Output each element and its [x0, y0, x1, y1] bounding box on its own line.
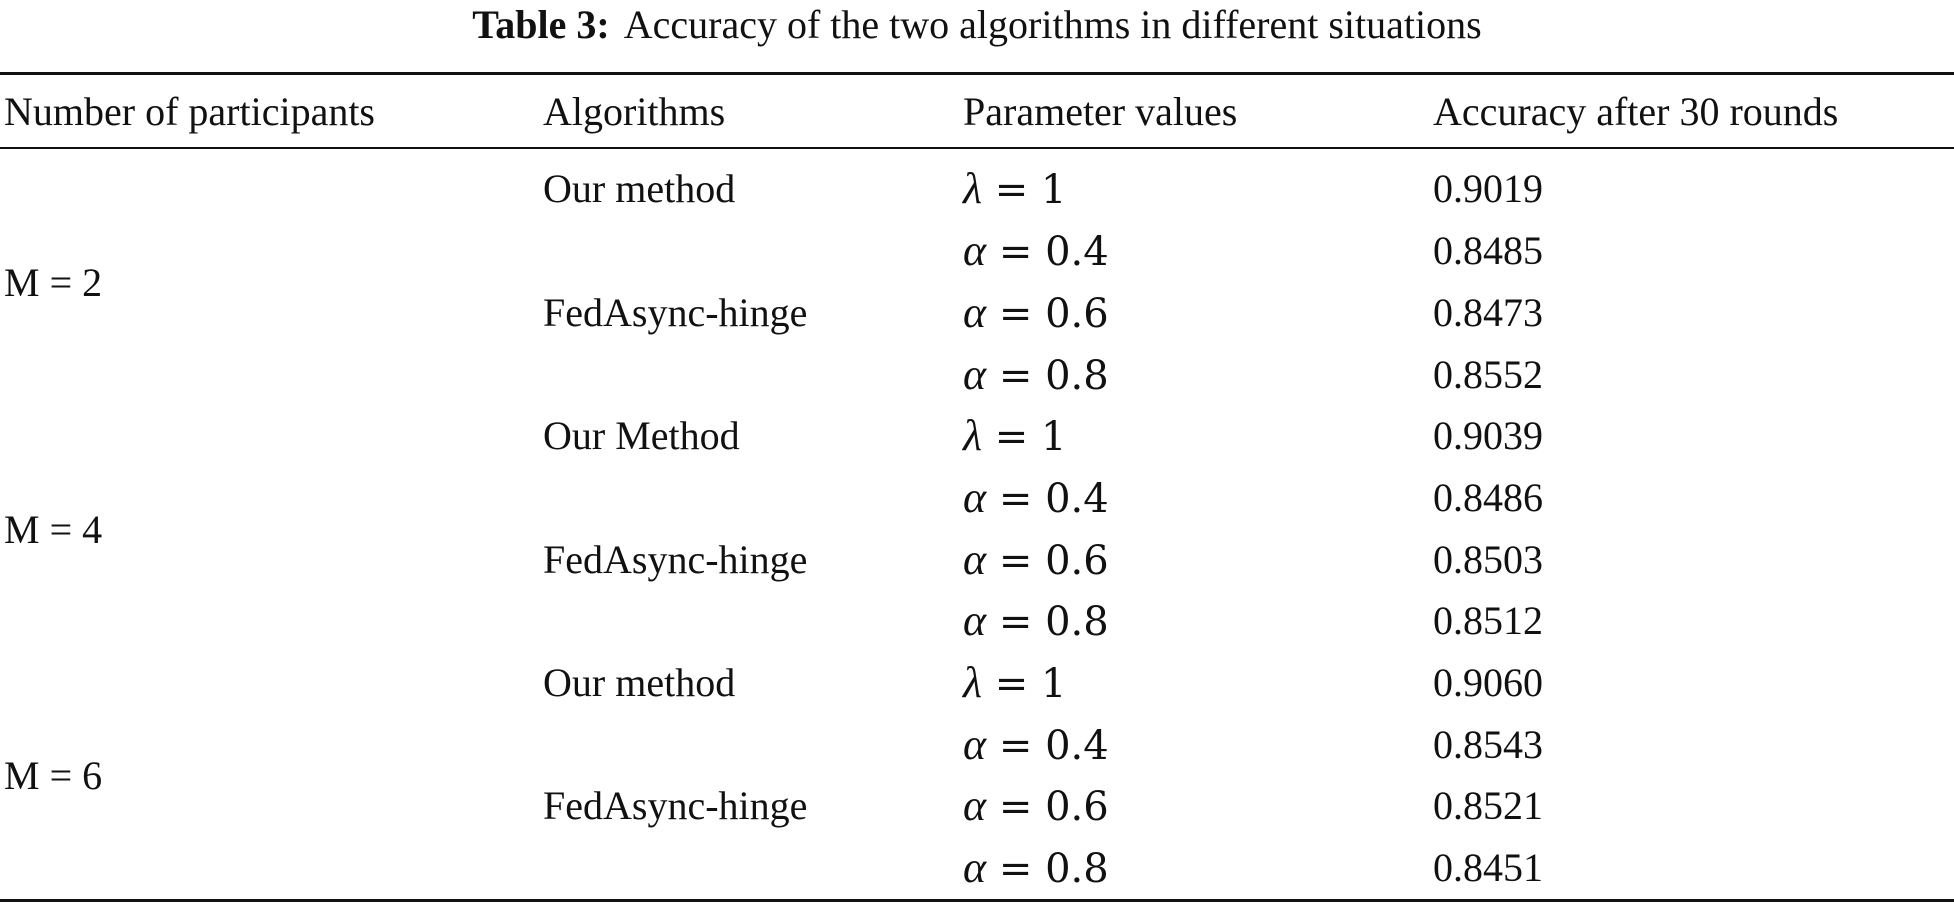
table-caption: [0, 0, 1954, 50]
bottom-rule: [0, 899, 1954, 902]
parameter-cell: α = 0.4: [963, 226, 1109, 275]
header-accuracy: Accuracy after 30 rounds: [1433, 89, 1839, 134]
participants-cell: M = 2: [4, 260, 103, 305]
parameter-value: 1: [1041, 661, 1067, 707]
top-rule: [0, 72, 1954, 75]
parameter-cell: λ = 1: [963, 658, 1067, 707]
parameter-cell: α = 0.6: [963, 288, 1109, 337]
header-participants: Number of participants: [4, 89, 375, 134]
parameter-cell: α = 0.8: [963, 843, 1109, 892]
parameter-cell: α = 0.8: [963, 350, 1109, 399]
accuracy-cell: 0.9060: [1433, 660, 1543, 705]
parameter-symbol: α: [963, 596, 987, 645]
parameter-cell: α = 0.6: [963, 781, 1109, 830]
accuracy-cell: 0.8486: [1433, 475, 1543, 520]
accuracy-cell: 0.8512: [1433, 598, 1543, 643]
participants-cell: M = 6: [4, 753, 103, 798]
parameter-symbol: α: [963, 781, 987, 830]
parameter-symbol: α: [963, 288, 987, 337]
parameter-value: 0.8: [1045, 599, 1109, 645]
parameter-symbol: α: [963, 226, 987, 275]
algorithm-cell: Our Method: [543, 413, 740, 458]
accuracy-cell: 0.9039: [1433, 413, 1543, 458]
algorithm-cell: FedAsync-hinge: [543, 290, 808, 335]
accuracy-cell: 0.8451: [1433, 845, 1543, 890]
parameter-value: 1: [1041, 414, 1067, 460]
parameter-cell: α = 0.4: [963, 473, 1109, 522]
parameter-symbol: α: [963, 473, 987, 522]
accuracy-cell: 0.9019: [1433, 166, 1543, 211]
parameter-symbol: α: [963, 350, 987, 399]
accuracy-cell: 0.8473: [1433, 290, 1543, 335]
parameter-value: 0.8: [1045, 846, 1109, 892]
parameter-value: 0.4: [1045, 723, 1109, 769]
parameter-cell: α = 0.4: [963, 720, 1109, 769]
header-algorithms: Algorithms: [543, 89, 726, 134]
parameter-value: 0.6: [1045, 538, 1109, 584]
accuracy-cell: 0.8552: [1433, 352, 1543, 397]
parameter-symbol: λ: [963, 411, 983, 460]
parameter-symbol: λ: [963, 164, 983, 213]
accuracy-cell: 0.8485: [1433, 228, 1543, 273]
parameter-cell: α = 0.6: [963, 535, 1109, 584]
accuracy-cell: 0.8503: [1433, 537, 1543, 582]
parameter-symbol: α: [963, 720, 987, 769]
parameter-cell: λ = 1: [963, 411, 1067, 460]
parameter-value: 0.4: [1045, 476, 1109, 522]
header-parameters: Parameter values: [963, 89, 1238, 134]
parameter-symbol: λ: [963, 658, 983, 707]
algorithm-cell: Our method: [543, 166, 736, 211]
table-caption-label: Table 3:: [472, 2, 610, 47]
algorithm-cell: FedAsync-hinge: [543, 537, 808, 582]
parameter-value: 0.8: [1045, 353, 1109, 399]
parameter-value: 0.6: [1045, 784, 1109, 830]
parameter-value: 1: [1041, 167, 1067, 213]
parameter-value: 0.4: [1045, 229, 1109, 275]
algorithm-cell: Our method: [543, 660, 736, 705]
participants-cell: M = 4: [4, 507, 103, 552]
parameter-symbol: α: [963, 535, 987, 584]
algorithm-cell: FedAsync-hinge: [543, 783, 808, 828]
header-rule: [0, 147, 1954, 149]
parameter-value: 0.6: [1045, 291, 1109, 337]
accuracy-cell: 0.8543: [1433, 722, 1543, 767]
accuracy-cell: 0.8521: [1433, 783, 1543, 828]
parameter-symbol: α: [963, 843, 987, 892]
parameter-cell: λ = 1: [963, 164, 1067, 213]
table-caption-text: Accuracy of the two algorithms in different situations: [623, 2, 1482, 47]
parameter-cell: α = 0.8: [963, 596, 1109, 645]
